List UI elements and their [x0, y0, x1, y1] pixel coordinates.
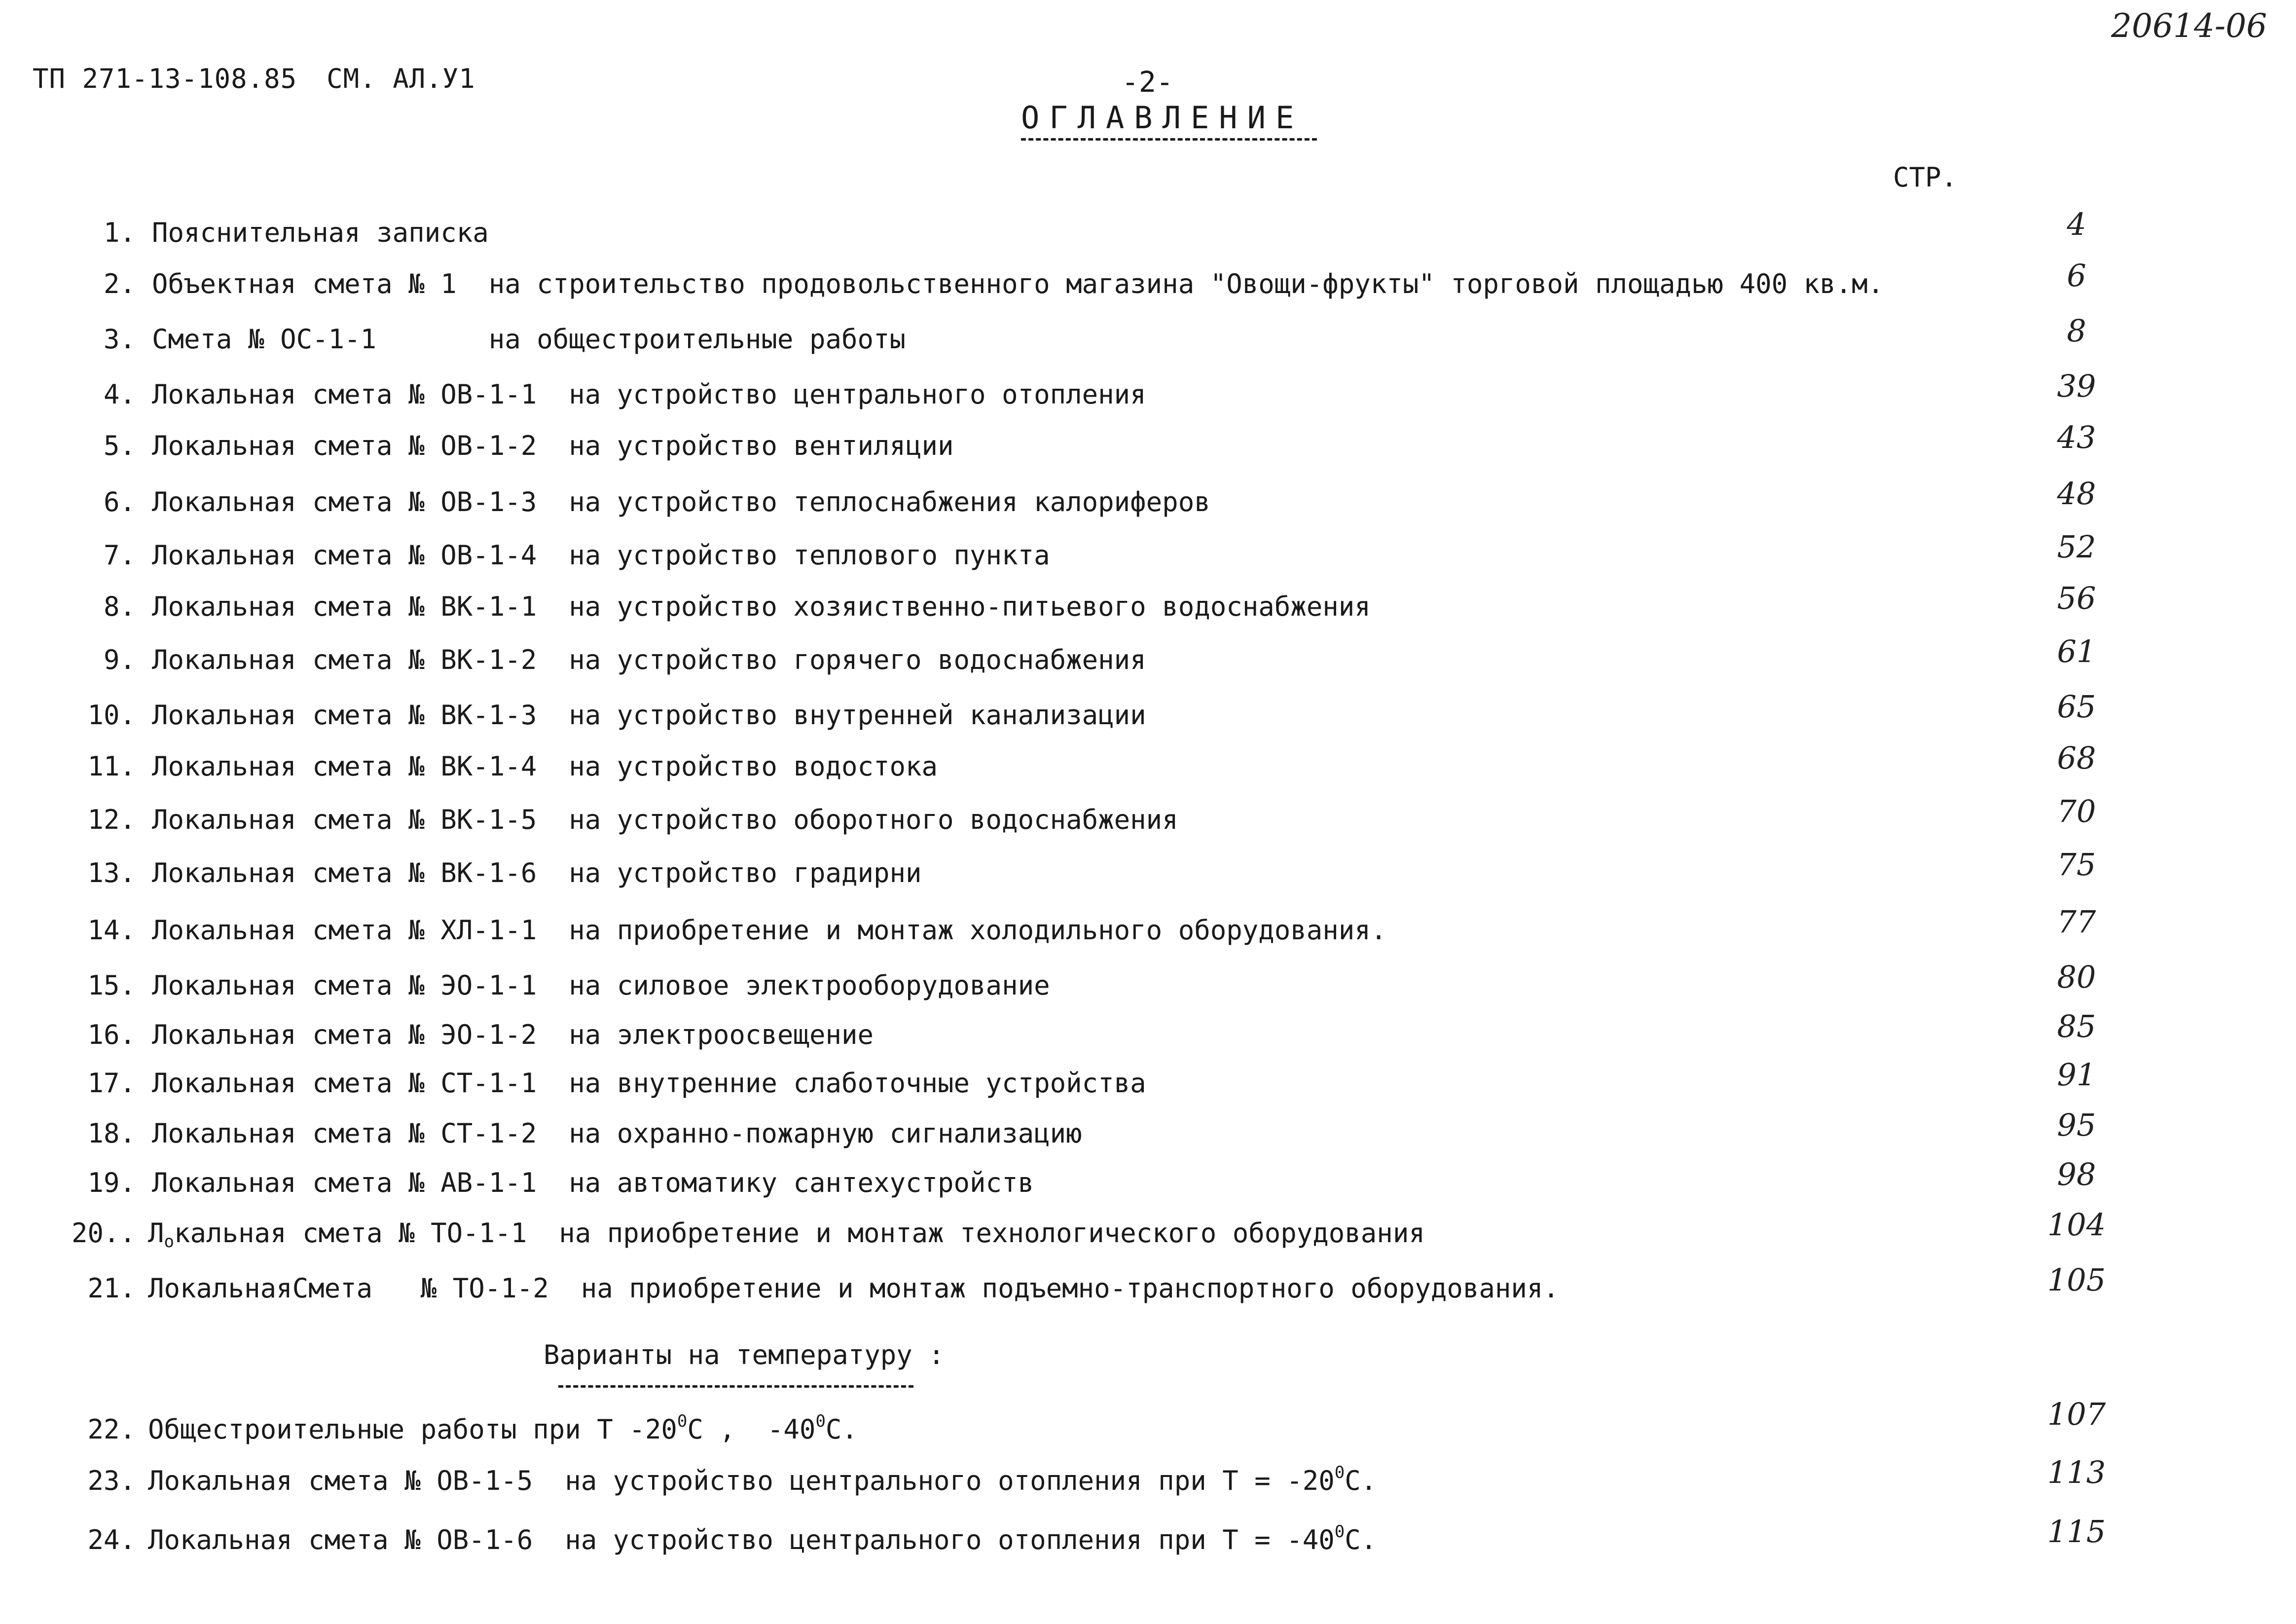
entry-number: 21. — [87, 1273, 136, 1304]
entry-page: 107 — [2047, 1396, 2106, 1432]
toc-entry — [0, 476, 2296, 526]
entry-number: 14. — [87, 915, 136, 946]
entry-text: Локальная смета № СТ-1-1 на внутренние слаботочные устройства — [152, 1068, 1146, 1099]
entry-number: 6. — [103, 486, 136, 517]
entry-page: 77 — [2057, 904, 2096, 940]
entry-number: 10. — [87, 700, 136, 731]
variants-heading-underline — [558, 1385, 913, 1388]
entry-page: 4 — [2067, 206, 2086, 242]
entry-text-part: Локальная смета № ОВ-1-6 на устройство центрального отопления при Т = -40 — [148, 1524, 1335, 1555]
entry-page: 95 — [2057, 1107, 2096, 1143]
toc-entry — [0, 633, 2296, 684]
entry-page: 115 — [2047, 1513, 2106, 1550]
entry-page: 8 — [2067, 313, 2086, 349]
entry-text-part: С. — [1345, 1524, 1377, 1555]
entry-page: 105 — [2047, 1262, 2106, 1298]
entry-text: Локальная смета № ВК-1-6 на устройство градирни — [152, 857, 922, 888]
toc-entry — [0, 1513, 2296, 1564]
toc-entry — [0, 959, 2296, 1009]
entry-page: 43 — [2057, 419, 2096, 455]
toc-entry — [0, 1207, 2296, 1257]
entry-text-part: кальная смета № ТО-1-1 на приобретение и монтаж технологического оборудования — [174, 1218, 1425, 1249]
entry-page: 70 — [2057, 793, 2096, 829]
entry-number: 13. — [87, 857, 136, 888]
degree-superscript: 0 — [1334, 1463, 1345, 1482]
toc-entry — [0, 793, 2296, 844]
degree-superscript: 0 — [677, 1411, 688, 1431]
entry-page: 113 — [2047, 1454, 2106, 1490]
toc-entry — [0, 689, 2296, 739]
toc-entry — [0, 847, 2296, 897]
toc-entry — [0, 1107, 2296, 1157]
entry-page: 104 — [2047, 1207, 2106, 1243]
entry-page: 56 — [2057, 580, 2096, 616]
entry-text: Локальная смета № ХЛ-1-1 на приобретение и монтаж холодильного оборудования. — [152, 915, 1387, 946]
entry-number: 17. — [87, 1068, 136, 1099]
entry-page: 80 — [2057, 959, 2096, 995]
entry-text: Объектная смета № 1 на строительство продовольственного магазина "Овощи-фрукты" торговой площадью 400 кв.м. — [152, 268, 1884, 299]
entry-text: Пояснительная записка — [152, 217, 489, 248]
toc-entry — [0, 529, 2296, 579]
entry-text — [148, 1465, 1377, 1496]
entry-text: Локальная смета № ВК-1-5 на устройство оборотного водоснабжения — [152, 804, 1178, 835]
entry-page: 39 — [2057, 368, 2096, 404]
toc-entry — [0, 1057, 2296, 1107]
entry-number: 24. — [87, 1524, 136, 1555]
degree-superscript: 0 — [1334, 1522, 1345, 1542]
entry-page: 65 — [2057, 689, 2096, 725]
degree-superscript: 0 — [815, 1411, 826, 1431]
toc-entry — [0, 580, 2296, 630]
toc-entry — [0, 1156, 2296, 1207]
entry-text: Локальная смета № ЭО-1-2 на электроосвещение — [152, 1019, 874, 1050]
entry-number: 7. — [103, 540, 136, 571]
entry-text: Локальная смета № ОВ-1-1 на устройство центрального отопления — [152, 379, 1146, 410]
entry-number: 11. — [87, 751, 136, 782]
entry-number: 16. — [87, 1019, 136, 1050]
toc-entry — [0, 419, 2296, 470]
toc-entry — [0, 1262, 2296, 1312]
entry-page: 61 — [2057, 633, 2096, 669]
code-reference: СМ. АЛ.У1 — [327, 63, 475, 94]
entry-text: Смета № ОС-1-1 на общестроительные работы — [152, 324, 906, 355]
entry-page: 98 — [2057, 1156, 2096, 1192]
toc-entry — [0, 1454, 2296, 1505]
entry-text-subscript: о — [164, 1232, 174, 1252]
entry-page: 48 — [2057, 476, 2096, 512]
entry-text: Локальная смета № ВК-1-1 на устройство хозяиственно-питьевого водоснабжения — [152, 591, 1371, 622]
entry-page: 85 — [2057, 1008, 2096, 1044]
entry-page: 52 — [2057, 529, 2096, 565]
toc-entry — [0, 1396, 2296, 1453]
entry-page: 68 — [2057, 740, 2096, 776]
document-code: ТП 271-13-108.85 — [33, 63, 297, 94]
entry-text: Локальная смета № АВ-1-1 на автоматику сантехустройств — [152, 1167, 1034, 1198]
entry-text-part: С. — [825, 1414, 858, 1445]
entry-text-part: С. — [1345, 1465, 1377, 1496]
toc-entry — [0, 740, 2296, 790]
entry-number: 22. — [87, 1414, 136, 1445]
entry-text-part: Локальная смета № ОВ-1-5 на устройство центрального отопления при Т = -20 — [148, 1465, 1335, 1496]
entry-text: Локальная смета № СТ-1-2 на охранно-пожарную сигнализацию — [152, 1118, 1082, 1149]
toc-entry — [0, 206, 2296, 257]
entry-number: 12. — [87, 804, 136, 835]
entry-number: 15. — [87, 970, 136, 1001]
page-number: -2- — [1122, 65, 1173, 99]
entry-number: 20.. — [71, 1218, 136, 1249]
entry-text: Локальная смета № ВК-1-2 на устройство горячего водоснабжения — [152, 644, 1146, 675]
entry-text: ЛокальнаяСмета № ТО-1-2 на приобретение и монтаж подъемно-транспортного оборудования. — [148, 1273, 1559, 1304]
entry-text-part: Л — [148, 1218, 164, 1249]
entry-text: Локальная смета № ОВ-1-3 на устройство теплоснабжения калориферов — [152, 486, 1210, 517]
entry-number: 2. — [103, 268, 136, 299]
sheet-number-handwritten: 20614-06 — [2111, 7, 2267, 45]
entry-number: 1. — [103, 217, 136, 248]
toc-entry — [0, 258, 2296, 308]
title-underline — [1021, 138, 1317, 141]
entry-text — [148, 1218, 1425, 1252]
page-column-header: СТР. — [1893, 162, 1958, 193]
entry-number: 3. — [103, 324, 136, 355]
entry-text-part: Общестроительные работы при Т -20 — [148, 1414, 677, 1445]
document-code-line — [33, 63, 475, 94]
toc-entry — [0, 313, 2296, 363]
entry-number: 9. — [103, 644, 136, 675]
entry-page: 75 — [2057, 847, 2096, 883]
entry-number: 18. — [87, 1118, 136, 1149]
entry-page: 91 — [2057, 1057, 2096, 1093]
entry-text — [148, 1411, 858, 1445]
entry-page: 6 — [2067, 258, 2086, 294]
entry-text-part: С , -40 — [687, 1414, 816, 1445]
entry-text: Локальная смета № ОВ-1-2 на устройство вентиляции — [152, 430, 954, 461]
entry-number: 23. — [87, 1465, 136, 1496]
entry-number: 19. — [87, 1167, 136, 1198]
entry-text — [148, 1524, 1377, 1555]
entry-text: Локальная смета № ОВ-1-4 на устройство теплового пункта — [152, 540, 1050, 571]
toc-entry — [0, 368, 2296, 418]
page-title: ОГЛАВЛЕНИЕ — [1021, 100, 1304, 136]
entry-number: 8. — [103, 591, 136, 622]
entry-number: 5. — [103, 430, 136, 461]
entry-text: Локальная смета № ЭО-1-1 на силовое электрооборудование — [152, 970, 1050, 1001]
entry-text: Локальная смета № ВК-1-3 на устройство внутренней канализации — [152, 700, 1146, 731]
toc-entry — [0, 1008, 2296, 1059]
toc-entry — [0, 904, 2296, 954]
entry-number: 4. — [103, 379, 136, 410]
entry-text: Локальная смета № ВК-1-4 на устройство водостока — [152, 751, 938, 782]
variants-heading: Варианты на температуру : — [544, 1339, 945, 1370]
